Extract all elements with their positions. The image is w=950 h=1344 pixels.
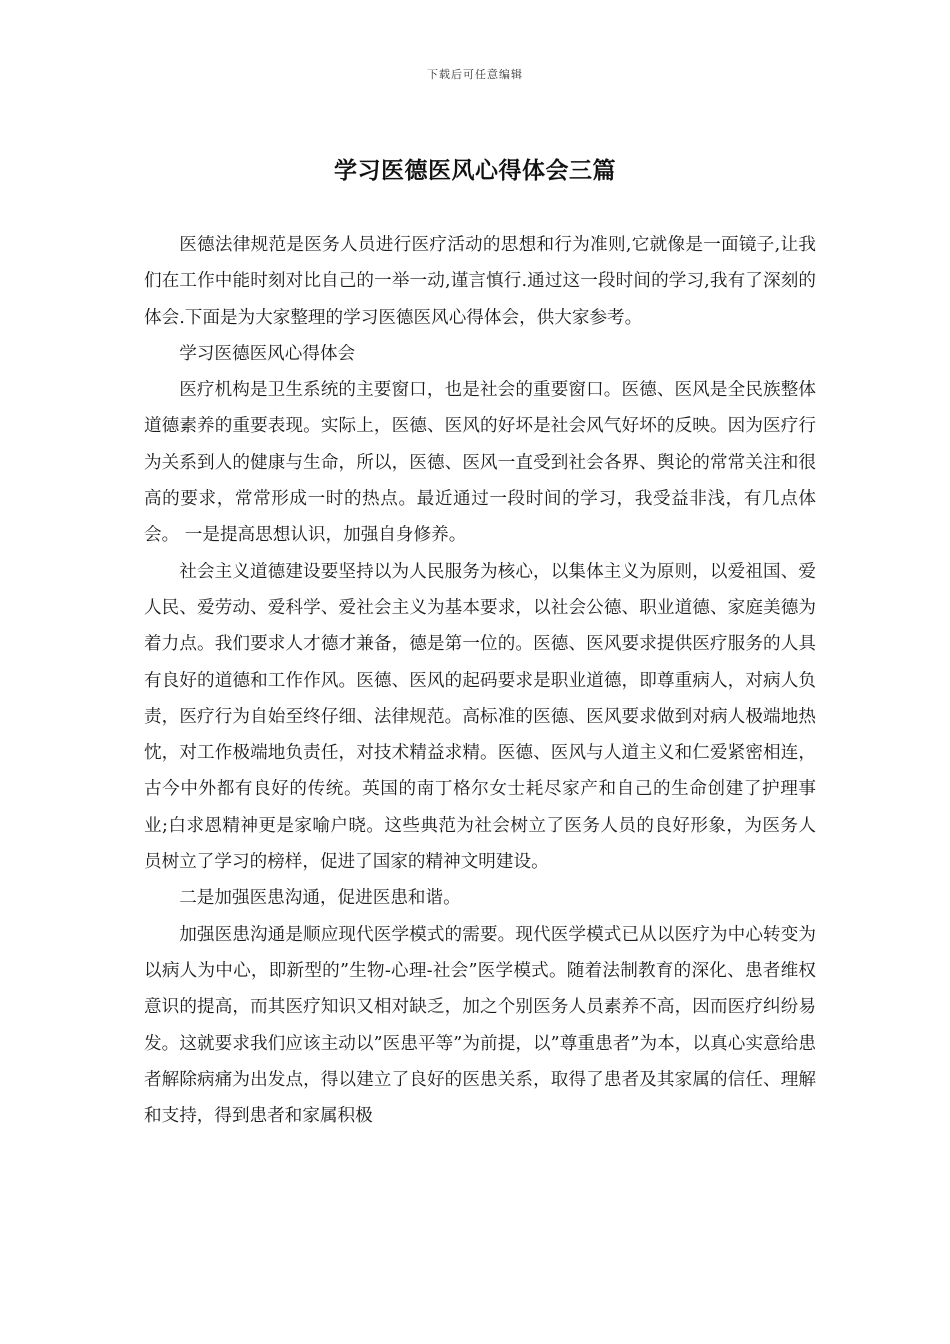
paragraph-heading: 二是加强医患沟通，促进医患和谐。	[179, 888, 461, 909]
paragraph: 加强医患沟通是顺应现代医学模式的需要。现代医学模式已从以医疗为中心转变为以病人为中心，即新型的”生物-心理-社会”医学模式。随着法制教育的深化、患者维权意识的提高，而其医疗知识又相对缺乏，加之个别医务人员素养不高，因而医疗纠纷易发。这就要求我们应该主动以”医患平等”为前提，以”尊重患者”为本，以真心实意给患者解除病痛为出发点，得以建立了良好的医患关系，取得了患者及其家属的信任、理解和支持，得到患者和家属积极	[144, 924, 816, 1127]
header-note: 下载后可任意编辑	[427, 68, 523, 81]
document-title: 学习医德医风心得体会三篇	[334, 157, 616, 184]
paragraph: 社会主义道德建设要坚持以为人民服务为核心，以集体主义为原则，以爱祖国、爱人民、爱劳动、爱科学、爱社会主义为基本要求，以社会公德、职业道德、家庭美德为着力点。我们要求人才德才兼备，德是第一位的。医德、医风要求提供医疗服务的人具有良好的道德和工作作风。医德、医风的起码要求是职业道德，即尊重病人，对病人负责，医疗行为自始至终仔细、法律规范。高标准的医德、医风要求做到对病人极端地热忱，对工作极端地负责任，对技术精益求精。医德、医风与人道主义和仁爱紧密相连，古今中外都有良好的传统。英国的南丁格尔女士耗尽家产和自己的生命创建了护理事业;白求恩精神更是家喻户晓。这些典范为社会树立了医务人员的良好形象，为医务人员树立了学习的榜样，促进了国家的精神文明建设。	[144, 561, 816, 873]
paragraph-subtitle: 学习医德医风心得体会	[179, 343, 356, 364]
document-body	[144, 227, 816, 1134]
paragraph: 医疗机构是卫生系统的主要窗口，也是社会的重要窗口。医德、医风是全民族整体道德素养的重要表现。实际上，医德、医风的好坏是社会风气好坏的反映。因为医疗行为关系到人的健康与生命，所以，医德、医风一直受到社会各界、舆论的常常关注和很高的要求，常常形成一时的热点。最近通过一段时间的学习，我受益非浅，有几点体会。 一是提高思想认识，加强自身修养。	[144, 380, 816, 546]
paragraph-intro: 医德法律规范是医务人员进行医疗活动的思想和行为准则,它就像是一面镜子,让我们在工作中能时刻对比自己的一举一动,谨言慎行.通过这一段时间的学习,我有了深刻的体会.下面是为大家整理的学习医德医风心得体会，供大家参考。	[144, 235, 816, 328]
